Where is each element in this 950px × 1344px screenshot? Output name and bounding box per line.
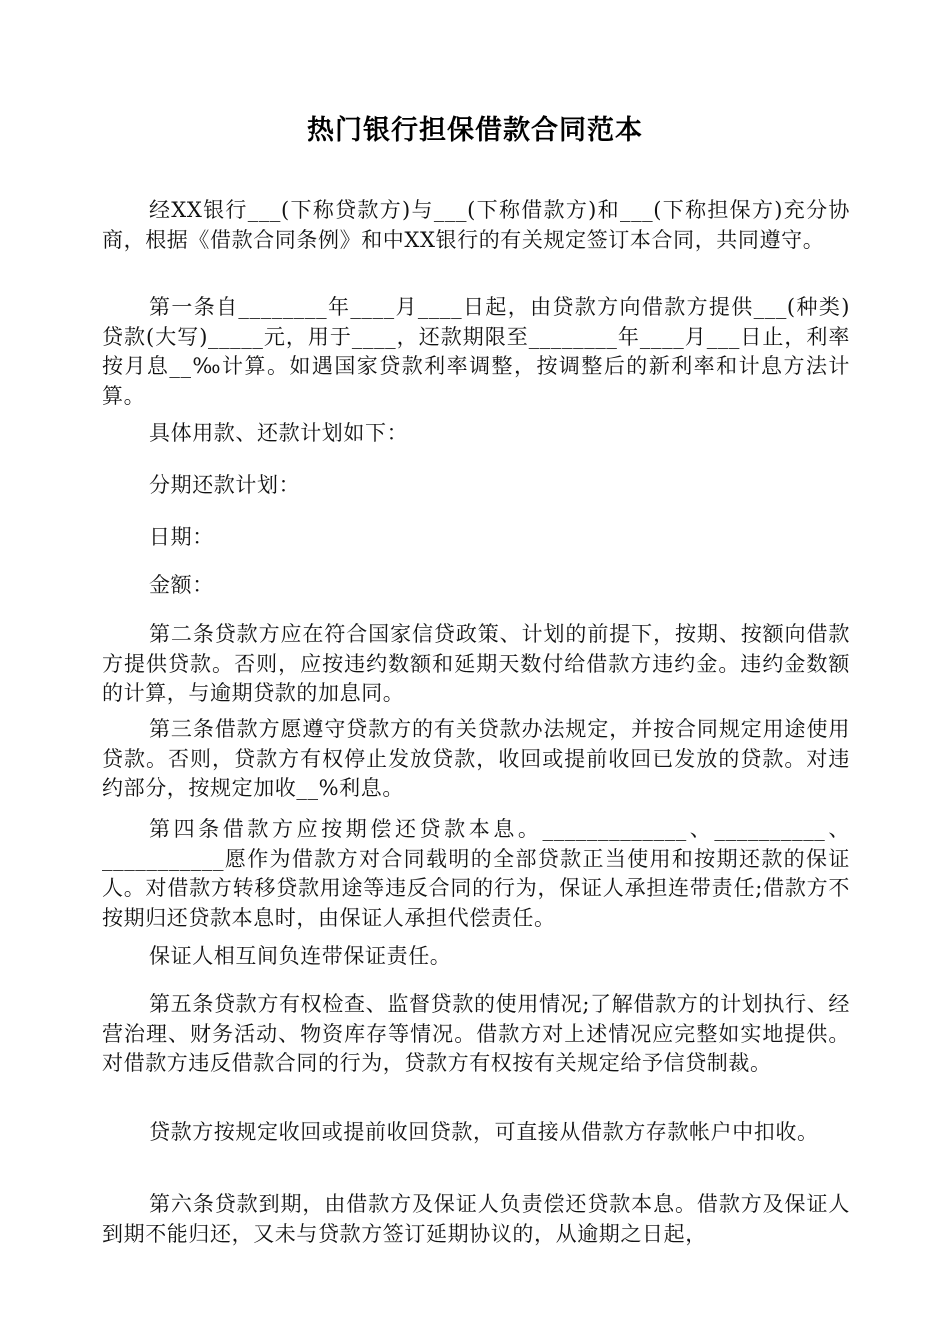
paragraph-recovery: 贷款方按规定收回或提前收回贷款，可直接从借款方存款帐户中扣收。 <box>149 1120 819 1144</box>
paragraph-installment-plan: 分期还款计划： <box>149 473 301 497</box>
paragraph-amount: 金额： <box>149 573 214 597</box>
paragraph-plan-intro: 具体用款、还款计划如下： <box>149 421 409 445</box>
document-title: 热门银行担保借款合同范本 <box>307 115 643 146</box>
paragraph-joint-guarantee: 保证人相互间负连带保证责任。 <box>149 944 452 968</box>
paragraph-date: 日期： <box>149 525 214 549</box>
paragraph-article-3: 第三条借款方愿遵守贷款方的有关贷款办法规定，并按合同规定用途使用贷款。否则，贷款方有权停止发放贷款，收回或提前收回已发放的贷款。对违约部分，按规定加收__%利息。 <box>102 717 850 800</box>
paragraph-article-4: 第四条借款方应按期偿还贷款本息。_____________、__________、___________愿作为借款方对合同载明的全部贷款正当使用和按期还款的保证人。对借款方转移贷款用途等违反合同的行为，保证人承担连带责任;借款方不按期归还贷款本息时，由保证人承担代偿责任。 <box>102 817 850 930</box>
paragraph-article-1: 第一条自________年____月____日起，由贷款方向借款方提供___(种类)贷款(大写)_____元，用于____，还款期限至________年____月___日止，利率按月息__‰计算。如遇国家贷款利率调整，按调整后的新利率和计息方法计算。 <box>102 295 850 408</box>
paragraph-article-2: 第二条贷款方应在符合国家信贷政策、计划的前提下，按期、按额向借款方提供贷款。否则，应按违约数额和延期天数付给借款方违约金。违约金数额的计算，与逾期贷款的加息同。 <box>102 622 850 705</box>
paragraph-article-6: 第六条贷款到期，由借款方及保证人负责偿还贷款本息。借款方及保证人到期不能归还，又未与贷款方签订延期协议的，从逾期之日起， <box>102 1192 850 1246</box>
paragraph-preamble: 经XX银行___(下称贷款方)与___(下称借款方)和___(下称担保方)充分协商，根据《借款合同条例》和中XX银行的有关规定签订本合同，共同遵守。 <box>102 198 850 252</box>
paragraph-article-5: 第五条贷款方有权检查、监督贷款的使用情况;了解借款方的计划执行、经营治理、财务活动、物资库存等情况。借款方对上述情况应完整如实地提供。对借款方违反借款合同的行为，贷款方有权按有关规定给予信贷制裁。 <box>102 992 850 1075</box>
